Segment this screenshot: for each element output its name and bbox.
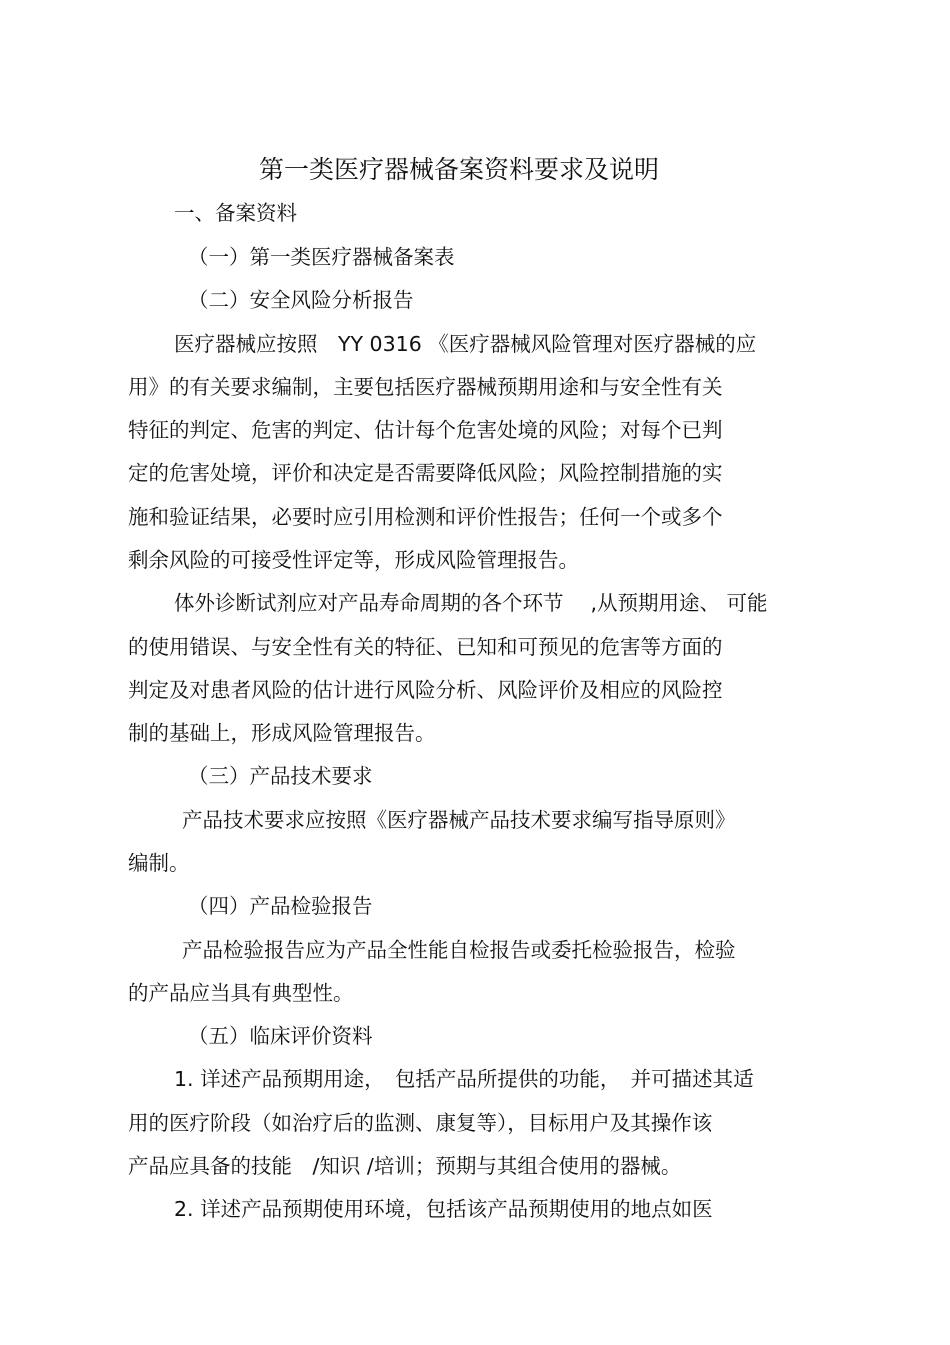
subsection-heading-2: （二）安全风险分析报告 bbox=[188, 288, 414, 312]
document-title: 第一类医疗器械备案资料要求及说明 bbox=[258, 155, 659, 184]
subsection-heading-4: （四）产品检验报告 bbox=[188, 894, 373, 918]
paragraph-line: 医疗器械应按照 YY 0316 《医疗器械风险管理对医疗器械的应 bbox=[174, 332, 757, 356]
paragraph-line: 产品检验报告应为产品全性能自检报告或委托检验报告，检验 bbox=[182, 938, 736, 962]
paragraph-line: 制的基础上，形成风险管理报告。 bbox=[128, 721, 436, 745]
paragraph-line: 用》的有关要求编制，主要包括医疗器械预期用途和与安全性有关 bbox=[128, 375, 723, 399]
subsection-heading-1: （一）第一类医疗器械备案表 bbox=[188, 245, 455, 269]
subsection-heading-3: （三）产品技术要求 bbox=[188, 764, 373, 788]
paragraph-line: 的产品应当具有典型性。 bbox=[128, 981, 354, 1005]
subsection-heading-5: （五）临床评价资料 bbox=[188, 1024, 373, 1048]
paragraph-line: 判定及对患者风险的估计进行风险分析、风险评价及相应的风险控 bbox=[128, 678, 723, 702]
paragraph-line: 编制。 bbox=[128, 851, 190, 875]
paragraph-line: 产品技术要求应按照《医疗器械产品技术要求编写指导原则》 bbox=[182, 808, 736, 832]
paragraph-line: 剩余风险的可接受性评定等，形成风险管理报告。 bbox=[128, 548, 579, 572]
paragraph-line: 特征的判定、危害的判定、估计每个危害处境的风险；对每个已判 bbox=[128, 418, 723, 442]
paragraph-line: 定的危害处境，评价和决定是否需要降低风险；风险控制措施的实 bbox=[128, 461, 723, 485]
section-heading-filing-materials: 一、备案资料 bbox=[174, 201, 297, 225]
list-item-line: 产品应具备的技能 /知识 /培训；预期与其组合使用的器械。 bbox=[128, 1154, 682, 1178]
paragraph-line: 的使用错误、与安全性有关的特征、已知和可预见的危害等方面的 bbox=[128, 635, 723, 659]
paragraph-line: 体外诊断试剂应对产品寿命周期的各个环节 ,从预期用途、 可能 bbox=[174, 591, 768, 615]
paragraph-line: 施和验证结果，必要时应引用检测和评价性报告；任何一个或多个 bbox=[128, 505, 723, 529]
list-item-line: 2. 详述产品预期使用环境，包括该产品预期使用的地点如医 bbox=[174, 1197, 713, 1221]
list-item-line: 1. 详述产品预期用途， 包括产品所提供的功能， 并可描述其适 bbox=[174, 1067, 754, 1091]
list-item-line: 用的医疗阶段（如治疗后的监测、康复等），目标用户及其操作该 bbox=[128, 1111, 713, 1135]
